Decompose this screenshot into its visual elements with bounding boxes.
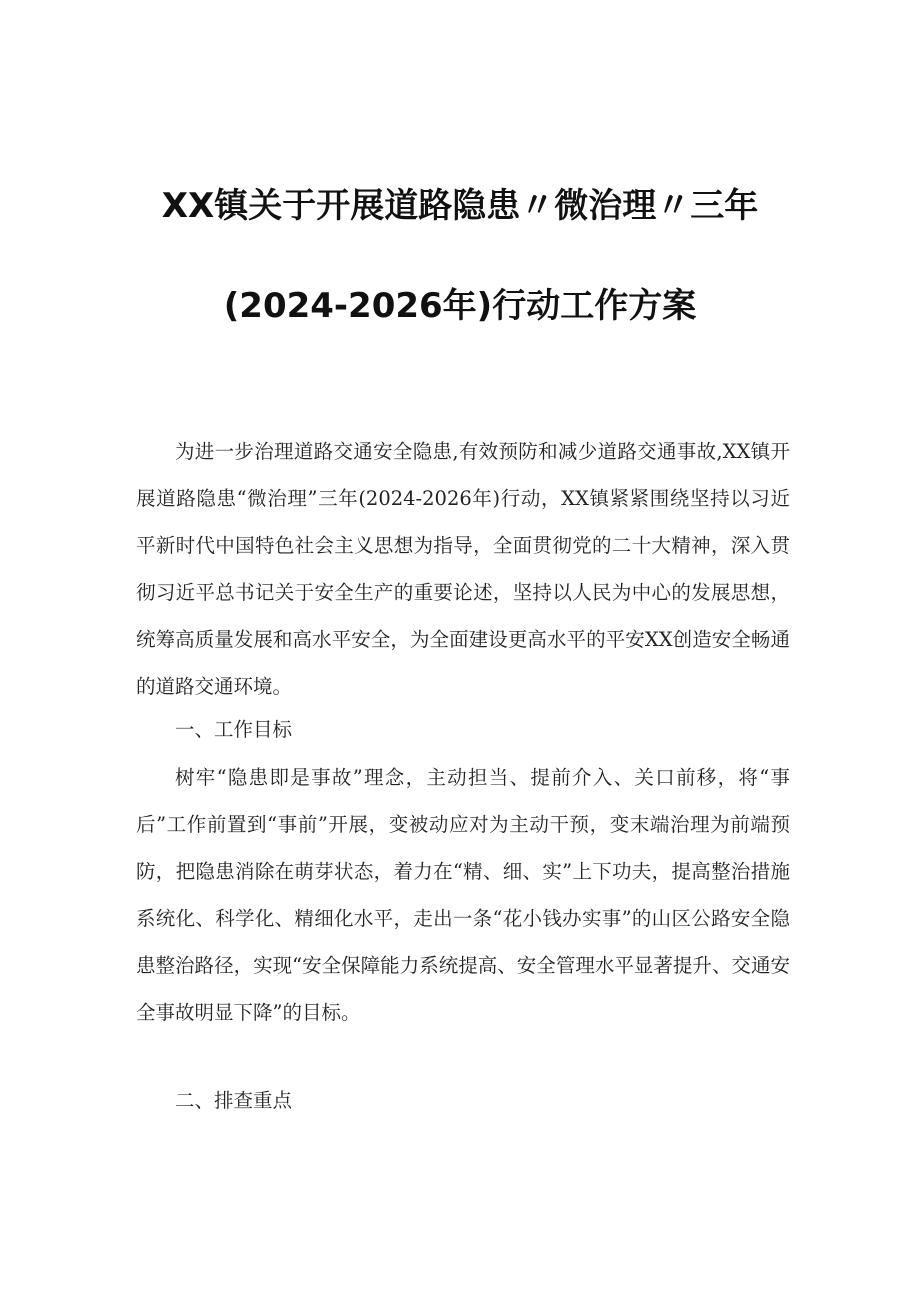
work-goals-paragraph: 树牢“隐患即是事故”理念，主动担当、提前介入、关口前移，将“事后”工作前置到“事前”开展，变被动应对为主动干预，变末端治理为前端预防，把隐患消除在萌芽状态，着力在“精、细、实”上下功夫，提高整治措施系统化、科学化、精细化水平，走出一条“花小钱办实事”的山区公路安全隐患整治路径，实现“安全保障能力系统提高、安全管理水平显著提升、交通安全事故明显下降”的目标。: [136, 766, 790, 1024]
document-title-line-2: (2024-2026年)行动工作方案: [223, 286, 697, 326]
section-heading-work-goals: 一、工作目标: [175, 718, 293, 741]
intro-paragraph: 为进一步治理道路交通安全隐患,有效预防和减少道路交通事故,XX镇开展道路隐患“微治理”三年(2024-2026年)行动，XX镇紧紧围绕坚持以习近平新时代中国特色社会主义思想为指导，全面贯彻党的二十大精神，深入贯彻习近平总书记关于安全生产的重要论述，坚持以人民为中心的发展思想，统筹高质量发展和高水平安全，为全面建设更高水平的平安XX创造安全畅通的道路交通环境。: [136, 440, 790, 698]
document-body: [136, 0, 790, 1301]
section-heading-inspection-focus: 二、排查重点: [175, 1089, 293, 1112]
document-title-line-1: XX镇关于开展道路隐患〃微治理〃三年: [161, 186, 759, 226]
